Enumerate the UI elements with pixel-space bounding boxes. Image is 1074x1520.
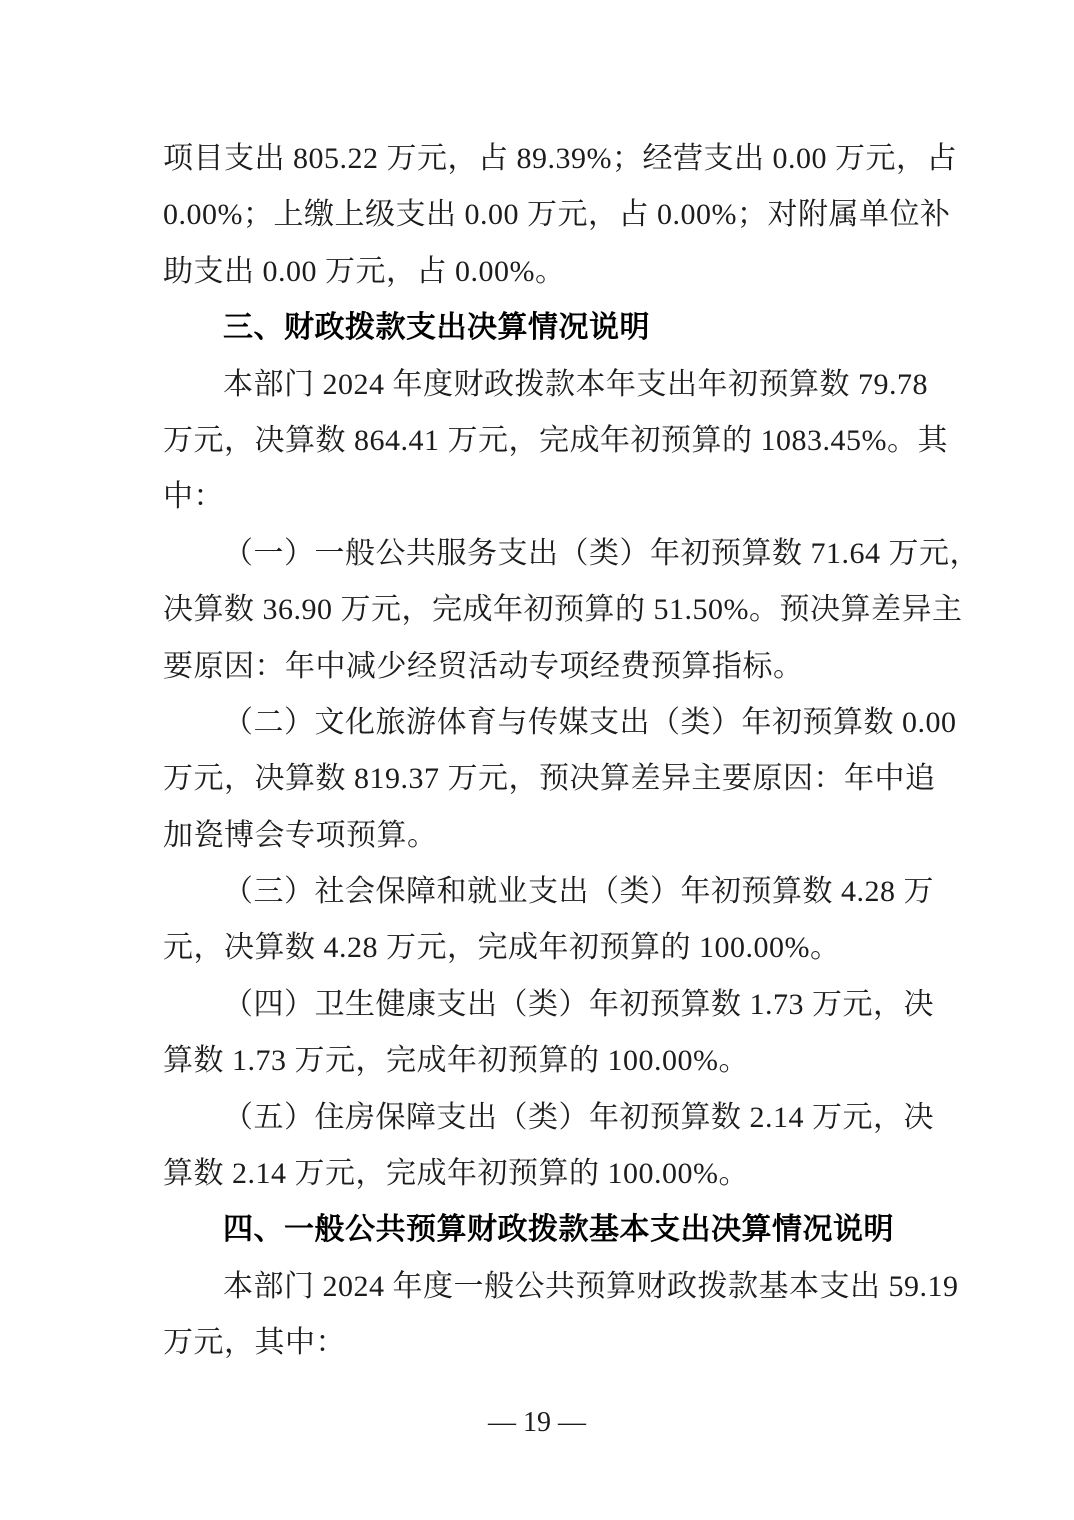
document-body xyxy=(163,131,980,1372)
heading-line: 四、一般公共预算财政拨款基本支出决算情况说明 xyxy=(223,1213,894,1247)
text-line: 项目支出 805.22 万元，占 89.39%；经营支出 0.00 万元，占 xyxy=(163,142,957,175)
page-number: — 19 — xyxy=(488,1407,586,1438)
text-line: 本部门 2024 年度财政拨款本年支出年初预算数 79.78 xyxy=(223,367,928,401)
heading-line: 三、财政拨款支出决算情况说明 xyxy=(223,311,650,345)
text-line: 中： xyxy=(163,480,224,514)
text-line: 元，决算数 4.28 万元，完成年初预算的 100.00%。 xyxy=(163,931,841,965)
text-line: 万元，决算数 864.41 万元，完成年初预算的 1083.45%。其 xyxy=(163,423,948,457)
text-line: 0.00%；上缴上级支出 0.00 万元，占 0.00%；对附属单位补 xyxy=(163,198,951,232)
text-line: 算数 1.73 万元，完成年初预算的 100.00%。 xyxy=(163,1044,749,1078)
text-line: 加瓷博会专项预算。 xyxy=(163,818,438,852)
text-line: 本部门 2024 年度一般公共预算财政拨款基本支出 59.19 xyxy=(223,1269,959,1303)
text-line: （一）一般公共服务支出（类）年初预算数 71.64 万元， xyxy=(223,536,980,570)
text-line: （五）住房保障支出（类）年初预算数 2.14 万元，决 xyxy=(223,1100,934,1134)
text-line: 助支出 0.00 万元，占 0.00%。 xyxy=(163,254,566,288)
text-line: （二）文化旅游体育与传媒支出（类）年初预算数 0.00 xyxy=(223,705,957,739)
text-line: 算数 2.14 万元，完成年初预算的 100.00%。 xyxy=(163,1157,749,1191)
text-line: 万元，决算数 819.37 万元，预决算差异主要原因：年中追 xyxy=(163,762,936,796)
text-line: 要原因：年中减少经贸活动专项经费预算指标。 xyxy=(163,649,804,683)
text-line: 决算数 36.90 万元，完成年初预算的 51.50%。预决算差异主 xyxy=(163,593,963,627)
text-line: 万元，其中： xyxy=(163,1326,346,1360)
text-line: （四）卫生健康支出（类）年初预算数 1.73 万元，决 xyxy=(223,987,934,1021)
text-line: （三）社会保障和就业支出（类）年初预算数 4.28 万 xyxy=(223,875,934,909)
